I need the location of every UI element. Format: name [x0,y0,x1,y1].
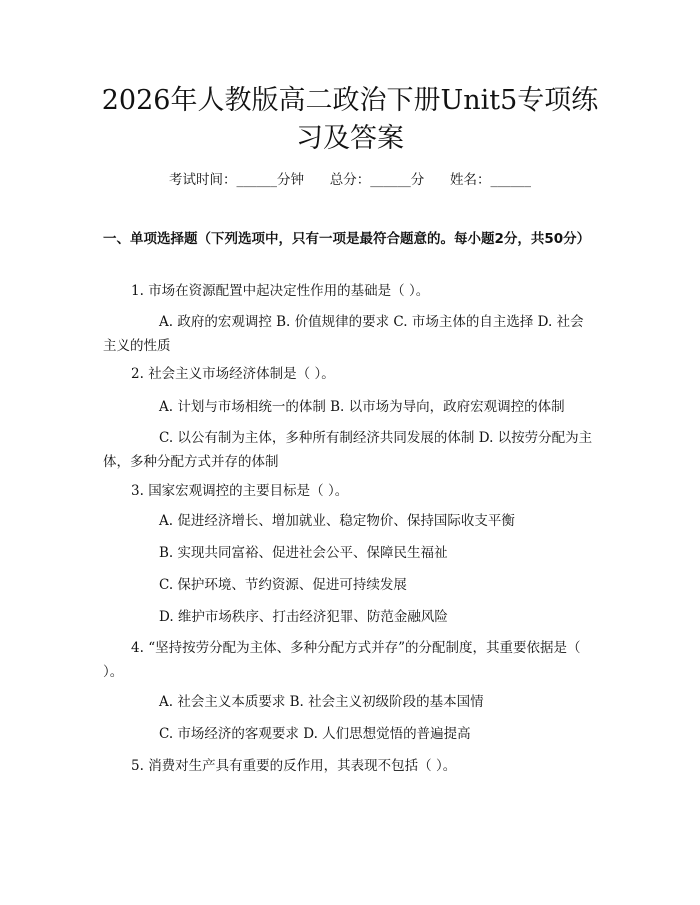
question-2 [103,362,597,386]
exam-info-line: 考试时间：______分钟 总分：______分 姓名：______ [169,172,531,188]
question-number: 1. [131,283,144,299]
question-3 [103,479,597,503]
section-heading: 一、单项选择题（下列选项中，只有一项是最符合题意的。每小题2分，共50分） [103,231,591,247]
question-4-options-line-1: A. 社会主义本质要求 B. 社会主义初级阶段的基本国情 [159,694,484,710]
question-number: 2. [131,366,144,382]
question-4-options-line-2: C. 市场经济的客观要求 D. 人们思想觉悟的普遍提高 [159,726,471,742]
question-stem: 国家宏观调控的主要目标是（ ）。 [148,483,349,499]
question-3-option-a: A. 促进经济增长、增加就业、稳定物价、保持国际收支平衡 [159,513,515,529]
document-title: 2026年人教版高二政治下册Unit5专项练习及答案 [101,85,599,154]
question-5 [103,754,597,778]
question-3-option-d: D. 维护市场秩序、打击经济犯罪、防范金融风险 [159,609,448,625]
question-stem: 市场在资源配置中起决定性作用的基础是（ ）。 [148,283,430,299]
question-4 [103,636,597,684]
question-3-option-c: C. 保护环境、节约资源、促进可持续发展 [159,577,407,593]
question-1-options: A. 政府的宏观调控 B. 价值规律的要求 C. 市场主体的自主选择 D. 社会主义的性质 [103,314,584,354]
question-number: 3. [131,483,144,499]
question-2-options-line-1: A. 计划与市场相统一的体制 B. 以市场为导向，政府宏观调控的体制 [159,399,565,415]
question-2-options-line-2: C. 以公有制为主体，多种所有制经济共同发展的体制 D. 以按劳分配为主体，多种分配方式并存的体制 [103,430,593,470]
question-1 [103,279,597,303]
question-3-option-b: B. 实现共同富裕、促进社会公平、保障民生福祉 [159,545,448,561]
question-stem: “坚持按劳分配为主体、多种分配方式并存”的分配制度，其重要依据是（ ）。 [103,640,581,680]
question-stem: 消费对生产具有重要的反作用，其表现不包括（ ）。 [148,758,457,774]
question-number: 5. [131,758,144,774]
question-stem: 社会主义市场经济体制是（ ）。 [148,366,335,382]
question-number: 4. [131,640,144,656]
